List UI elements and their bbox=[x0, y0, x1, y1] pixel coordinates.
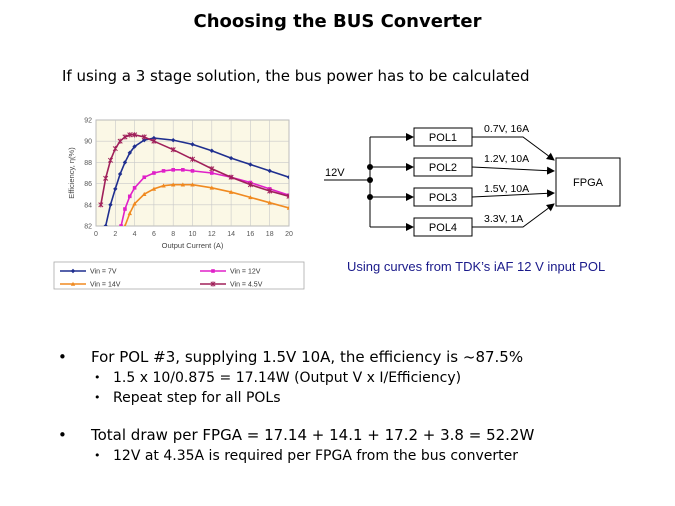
x-tick-label: 18 bbox=[265, 231, 274, 238]
pol4-output-label: 3.3V, 1A bbox=[484, 213, 524, 225]
y-tick-label: 86 bbox=[84, 181, 92, 189]
pol-diagram-svg bbox=[318, 118, 638, 243]
bullet-item bbox=[58, 425, 534, 446]
bullet-item bbox=[58, 347, 534, 368]
pol2-box bbox=[414, 158, 472, 176]
x-tick-label: 10 bbox=[188, 231, 197, 238]
legend-entry: Vin = 7V bbox=[90, 268, 117, 276]
bullet-text: Total draw per FPGA = 17.14 + 14.1 + 17.2 + 3.8 = 52.2W bbox=[91, 426, 535, 444]
output-arrow-pol2 bbox=[472, 167, 554, 171]
x-tick-label: 6 bbox=[151, 231, 156, 238]
bullet-icon: • bbox=[94, 391, 101, 404]
x-tick-label: 20 bbox=[285, 231, 293, 238]
x-tick-label: 14 bbox=[227, 231, 235, 238]
junction-dot bbox=[367, 177, 373, 183]
bullet-icon: • bbox=[58, 426, 67, 444]
y-tick-label: 82 bbox=[84, 223, 92, 231]
slide-title: Choosing the BUS Converter bbox=[193, 11, 482, 32]
input-voltage-label: 12V bbox=[325, 167, 345, 179]
x-axis-label: Output Current (A) bbox=[161, 241, 224, 250]
legend-entry: Vin = 4.5V bbox=[230, 281, 263, 289]
sub-bullet-item bbox=[58, 368, 534, 388]
y-tick-label: 88 bbox=[84, 159, 92, 167]
bullet-icon: • bbox=[94, 449, 101, 462]
data-point bbox=[142, 175, 146, 179]
y-axis-label: Efficiency, η(%) bbox=[67, 147, 76, 199]
efficiency-chart bbox=[50, 112, 308, 294]
fpga-label: FPGA bbox=[573, 177, 603, 189]
y-tick-label: 84 bbox=[84, 202, 92, 210]
efficiency-chart-svg bbox=[50, 112, 308, 294]
legend-entry: Vin = 14V bbox=[90, 281, 121, 289]
bullet-icon: • bbox=[94, 371, 101, 384]
data-point bbox=[162, 169, 166, 173]
data-point bbox=[133, 186, 137, 190]
data-point bbox=[152, 171, 156, 175]
pol1-box bbox=[414, 128, 472, 146]
sub-bullet-item bbox=[58, 388, 534, 408]
y-tick-label: 90 bbox=[84, 138, 92, 146]
slide-subtitle: If using a 3 stage solution, the bus power has to be calculated bbox=[62, 67, 530, 85]
bullet-icon: • bbox=[58, 348, 67, 366]
pol3-box bbox=[414, 188, 472, 206]
legend-entry: Vin = 12V bbox=[230, 268, 261, 276]
data-point bbox=[210, 171, 214, 175]
fpga-box bbox=[556, 158, 620, 206]
sub-bullet-item bbox=[58, 446, 534, 466]
sub-bullet-text: 12V at 4.35A is required per FPGA from the bus converter bbox=[113, 448, 518, 464]
data-point bbox=[181, 168, 185, 172]
data-point bbox=[191, 169, 195, 173]
bullet-text: For POL #3, supplying 1.5V 10A, the efficiency is ~87.5% bbox=[91, 348, 524, 366]
x-tick-label: 16 bbox=[246, 231, 255, 238]
chart-legend bbox=[54, 262, 304, 289]
bullet-list bbox=[58, 347, 534, 466]
data-point bbox=[123, 207, 127, 211]
pol1-label: POL1 bbox=[428, 132, 458, 144]
pol-block-diagram bbox=[318, 118, 638, 243]
pol2-output-label: 1.2V, 10A bbox=[484, 153, 530, 165]
x-tick-label: 0 bbox=[94, 231, 98, 238]
pol1-output-label: 0.7V, 16A bbox=[484, 123, 530, 135]
data-point bbox=[128, 195, 132, 199]
pol4-label: POL4 bbox=[428, 222, 458, 234]
x-tick-label: 12 bbox=[207, 231, 216, 238]
y-tick-label: 92 bbox=[84, 117, 92, 125]
pol3-output-label: 1.5V, 10A bbox=[484, 183, 530, 195]
data-point bbox=[211, 269, 215, 273]
data-point bbox=[171, 168, 175, 172]
sub-bullet-text: Repeat step for all POLs bbox=[113, 390, 281, 406]
pol2-label: POL2 bbox=[428, 162, 458, 174]
x-tick-label: 8 bbox=[171, 231, 176, 238]
pol4-box bbox=[414, 218, 472, 236]
sub-bullet-text: 1.5 x 10/0.875 = 17.14W (Output V x I/Efficiency) bbox=[113, 370, 462, 386]
data-point bbox=[119, 224, 123, 228]
x-tick-label: 4 bbox=[132, 231, 137, 238]
chart-caption: Using curves from TDK’s iAF 12 V input POL bbox=[347, 259, 606, 274]
pol3-label: POL3 bbox=[428, 192, 458, 204]
x-tick-label: 2 bbox=[113, 231, 118, 238]
